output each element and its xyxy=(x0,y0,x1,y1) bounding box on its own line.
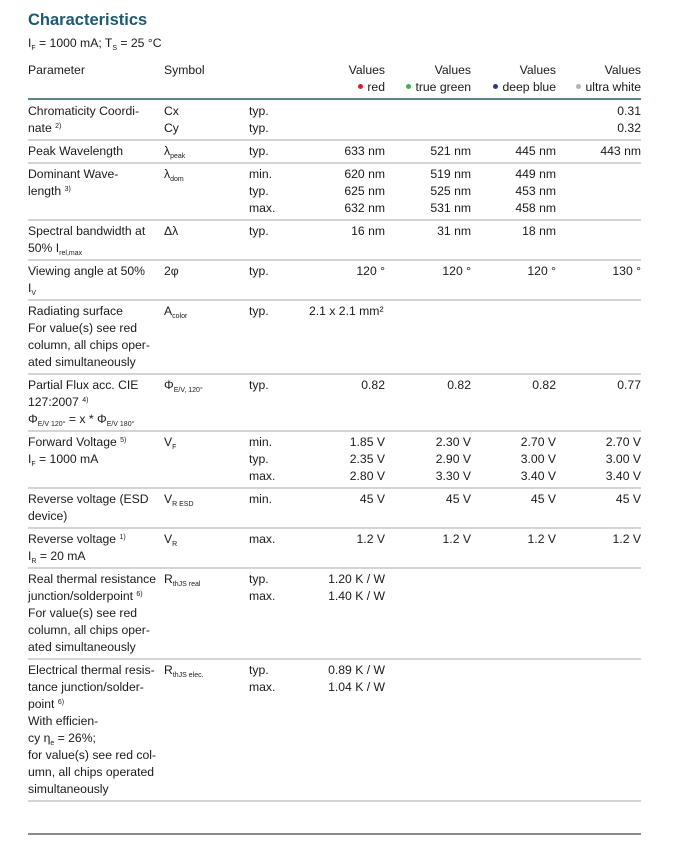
symbol-cell: $\lambda_{dom}$ xyxy=(164,163,249,220)
value-green-cell: 2.30 V 2.90 V 3.30 V xyxy=(385,431,471,488)
red-dot-icon xyxy=(358,84,363,89)
value-white-cell xyxy=(556,220,641,260)
table-row xyxy=(28,260,641,300)
value-white-cell xyxy=(556,163,641,220)
type-cell: min. typ. max. xyxy=(249,431,309,488)
value-green-cell xyxy=(385,101,471,140)
header-values-white: Values ultra white xyxy=(556,62,641,96)
parameter-cell: Dominant Wave- length $^{3)}$ xyxy=(28,163,164,220)
type-cell: typ. xyxy=(249,374,309,431)
value-blue-cell: 445 nm xyxy=(471,140,556,163)
table-row xyxy=(28,140,641,163)
symbol-cell: $V_F$ xyxy=(164,431,249,488)
type-cell: typ. xyxy=(249,300,309,374)
table-row xyxy=(28,528,641,568)
symbol-cell: $V_{R ESD}$ xyxy=(164,488,249,528)
value-green-cell: 521 nm xyxy=(385,140,471,163)
value-white-cell: 0.31 0.32 xyxy=(556,101,641,140)
value-blue-cell: 0.82 xyxy=(471,374,556,431)
header-values-red: Values red xyxy=(348,63,385,94)
value-green-cell: 45 V xyxy=(385,488,471,528)
parameter-cell: Reverse voltage $^{1)}$ $I_R = 20$ mA xyxy=(28,528,164,568)
value-white-cell: 2.70 V 3.00 V 3.40 V xyxy=(556,431,641,488)
value-blue-cell xyxy=(471,568,556,659)
table-header xyxy=(28,62,641,98)
value-white-cell: 130 ° xyxy=(556,260,641,300)
symbol-cell: $R_{thJS real}$ xyxy=(164,568,249,659)
symbol-cell: 2φ xyxy=(164,260,249,300)
header-symbol: Symbol xyxy=(164,63,205,77)
symbol-cell: $A_{color}$ xyxy=(164,300,249,374)
type-cell: max. xyxy=(249,528,309,568)
value-red-cell: 1.20 K / W 1.40 K / W xyxy=(309,568,385,659)
type-cell: typ. typ. xyxy=(249,101,309,140)
value-blue-cell: 120 ° xyxy=(471,260,556,300)
value-red-cell: 120 ° xyxy=(309,260,385,300)
type-cell: typ. max. xyxy=(249,568,309,659)
symbol-cell: $\Phi_{E/V, 120^\circ}$ xyxy=(164,374,249,431)
table-row xyxy=(28,220,641,260)
header-values-green: Values true green xyxy=(385,62,471,96)
parameter-cell: Viewing angle at 50% $I_V$ xyxy=(28,260,164,300)
value-red-cell: 45 V xyxy=(309,488,385,528)
white-dot-icon xyxy=(576,84,581,89)
type-cell: typ. max. xyxy=(249,659,309,801)
value-green-cell: 1.2 V xyxy=(385,528,471,568)
parameter-cell: Chromaticity Coordi- nate $^{2)}$ xyxy=(28,101,164,140)
parameter-cell: Peak Wavelength xyxy=(28,140,164,163)
table-row xyxy=(28,101,641,140)
table-row xyxy=(28,300,641,374)
value-white-cell xyxy=(556,659,641,801)
value-white-cell: 0.77 xyxy=(556,374,641,431)
header-values-blue: Values deep blue xyxy=(471,62,556,96)
test-conditions: $I_F = 1000$ mA; $T_S = 25$ °C xyxy=(28,36,162,52)
value-red-cell: 1.2 V xyxy=(309,528,385,568)
value-white-cell: 1.2 V xyxy=(556,528,641,568)
table-row xyxy=(28,374,641,431)
symbol-cell: Δλ xyxy=(164,220,249,260)
value-green-cell xyxy=(385,300,471,374)
value-blue-cell xyxy=(471,659,556,801)
value-green-cell: 0.82 xyxy=(385,374,471,431)
value-white-cell xyxy=(556,300,641,374)
header-divider xyxy=(28,98,641,100)
type-cell: typ. xyxy=(249,220,309,260)
table-row xyxy=(28,488,641,528)
symbol-cell: $\lambda_{peak}$ xyxy=(164,140,249,163)
type-cell: min. typ. max. xyxy=(249,163,309,220)
symbol-cell: Cx Cy xyxy=(164,101,249,140)
type-cell: typ. xyxy=(249,260,309,300)
symbol-cell: $R_{thJS elec.}$ xyxy=(164,659,249,801)
section-title: Characteristics xyxy=(28,11,148,29)
footer-divider xyxy=(28,833,641,835)
parameter-cell: Real thermal resistance junction/solderpoint $^{6)}$ For value(s) see red column, all chips oper- ated simultaneously xyxy=(28,568,164,659)
parameter-cell: Electrical thermal resis- tance junction/solder- point $^{6)}$ With efficien- cy $\eta_e = 26\%$; for value(s) see red col- umn, all chips operated simultaneously xyxy=(28,659,164,801)
value-red-cell: 0.82 xyxy=(309,374,385,431)
value-green-cell: 120 ° xyxy=(385,260,471,300)
value-blue-cell: 1.2 V xyxy=(471,528,556,568)
blue-dot-icon xyxy=(493,84,498,89)
value-white-cell xyxy=(556,568,641,659)
value-red-cell xyxy=(309,101,385,140)
table-row xyxy=(28,568,641,659)
value-green-cell xyxy=(385,659,471,801)
value-white-cell: 443 nm xyxy=(556,140,641,163)
value-green-cell: 519 nm 525 nm 531 nm xyxy=(385,163,471,220)
value-red-cell: 2.1 x 2.1 mm² xyxy=(309,300,385,374)
value-red-cell: 0.89 K / W 1.04 K / W xyxy=(309,659,385,801)
parameter-cell: Spectral bandwidth at 50% $I_{rel,max}$ xyxy=(28,220,164,260)
value-white-cell: 45 V xyxy=(556,488,641,528)
value-red-cell: 16 nm xyxy=(309,220,385,260)
parameter-cell: Reverse voltage (ESD device) xyxy=(28,488,164,528)
value-red-cell: 1.85 V 2.35 V 2.80 V xyxy=(309,431,385,488)
value-blue-cell: 449 nm 453 nm 458 nm xyxy=(471,163,556,220)
characteristics-table xyxy=(28,101,641,802)
value-red-cell: 620 nm 625 nm 632 nm xyxy=(309,163,385,220)
value-green-cell xyxy=(385,568,471,659)
value-blue-cell xyxy=(471,101,556,140)
value-red-cell: 633 nm xyxy=(309,140,385,163)
value-blue-cell xyxy=(471,300,556,374)
type-cell: min. xyxy=(249,488,309,528)
header-parameter: Parameter xyxy=(28,63,85,77)
parameter-cell: Forward Voltage $^{5)}$ $I_F = 1000$ mA xyxy=(28,431,164,488)
value-blue-cell: 2.70 V 3.00 V 3.40 V xyxy=(471,431,556,488)
value-blue-cell: 45 V xyxy=(471,488,556,528)
symbol-cell: $V_R$ xyxy=(164,528,249,568)
value-blue-cell: 18 nm xyxy=(471,220,556,260)
green-dot-icon xyxy=(406,84,411,89)
parameter-cell: Radiating surface For value(s) see red column, all chips oper- ated simultaneously xyxy=(28,300,164,374)
table-row xyxy=(28,163,641,220)
table-row xyxy=(28,431,641,488)
value-green-cell: 31 nm xyxy=(385,220,471,260)
type-cell: typ. xyxy=(249,140,309,163)
parameter-cell: Partial Flux acc. CIE 127:2007 $^{4)}$ $\Phi_{E/V 120^\circ} = x * \Phi_{E/V 180^\circ}$ xyxy=(28,374,164,431)
table-row xyxy=(28,659,641,801)
